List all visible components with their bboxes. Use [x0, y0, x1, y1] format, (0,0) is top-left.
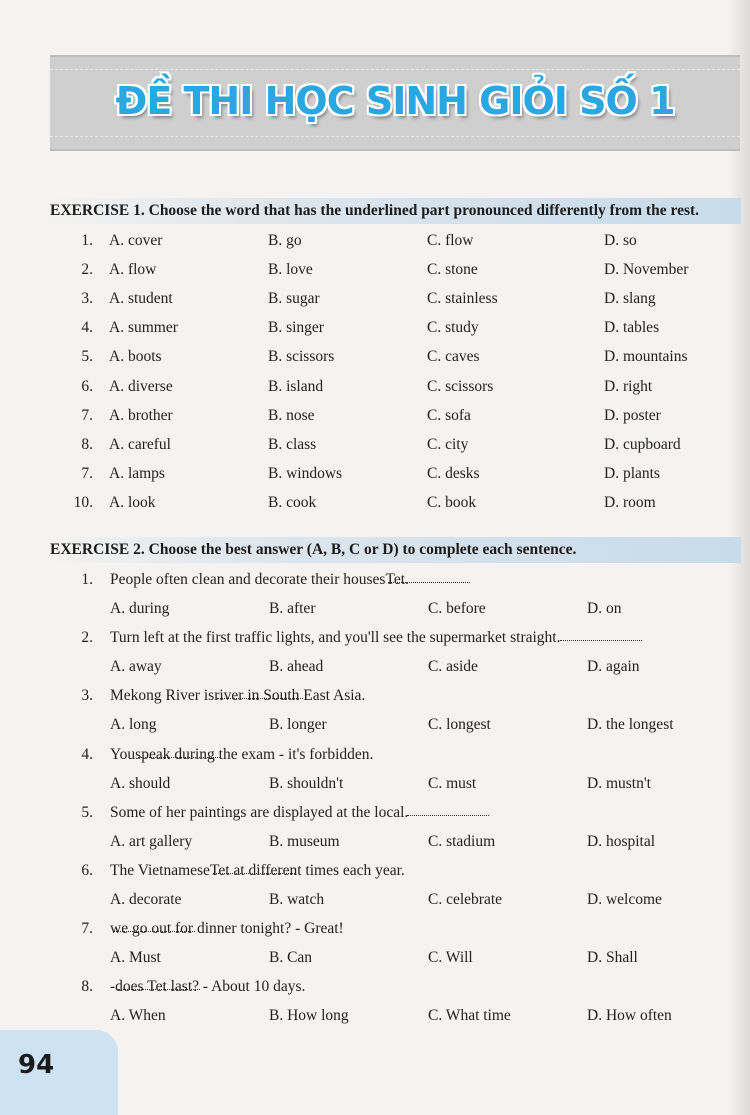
option-a: A. brother	[109, 406, 173, 424]
answer-blank	[217, 685, 303, 699]
page-title: ĐỀ THI HỌC SINH GIỎI SỐ 1	[115, 79, 675, 123]
question-number: 1.	[81, 232, 93, 249]
option-d: D. mountains	[604, 348, 688, 366]
option-b: B. nose	[268, 406, 315, 424]
question-text	[110, 918, 344, 940]
question-stem	[0, 744, 750, 770]
option-b: B. after	[269, 600, 316, 617]
question-text	[110, 627, 560, 649]
text-before-blank: Turn left at the first traffic lights, and you'll see the supermarket straight	[110, 629, 557, 647]
question-stem	[0, 802, 750, 828]
question-text	[110, 685, 365, 707]
question-row	[0, 463, 750, 489]
text-before-blank: -	[110, 978, 116, 996]
option-d: D. room	[604, 493, 656, 511]
option-d: D. again	[587, 658, 640, 676]
option-b: B. cook	[268, 493, 317, 511]
exercise-1-heading: EXERCISE 1. Choose the word that has the underlined part pronounced differently from the rest.	[47, 198, 741, 224]
question-number: 6.	[81, 862, 93, 879]
option-c: C. stainless	[427, 290, 498, 308]
answer-blank	[138, 744, 220, 758]
question-number: 8.	[81, 435, 93, 453]
question-text	[110, 744, 373, 766]
question-number: 7.	[81, 920, 93, 938]
option-a: A. lamps	[109, 464, 165, 482]
text-before-blank: Some of her paintings are displayed at the local	[110, 803, 405, 821]
option-c: C. flow	[427, 232, 474, 249]
option-d: D. mustn't	[587, 774, 651, 792]
options-row	[0, 1005, 750, 1031]
text-after-blank: Tet.	[385, 571, 409, 588]
question-row	[0, 317, 750, 343]
option-b: B. windows	[268, 464, 343, 482]
question-row	[0, 346, 750, 372]
option-a: A. summer	[109, 319, 178, 337]
question-number: 1.	[81, 571, 93, 588]
options-row	[0, 773, 750, 799]
option-c: C. aside	[428, 658, 478, 676]
option-a: A. look	[109, 493, 156, 511]
option-b: B. go	[268, 232, 302, 249]
option-a: A. cover	[109, 232, 163, 249]
option-c: C. scissors	[427, 377, 494, 395]
option-a: A. boots	[109, 348, 162, 366]
option-c: C. What time	[428, 1007, 511, 1025]
option-c: C. longest	[428, 716, 491, 734]
option-d: D. poster	[604, 406, 661, 424]
option-c: C. Will	[428, 949, 473, 967]
question-number: 5.	[81, 348, 93, 366]
option-d: D. How often	[587, 1007, 672, 1025]
option-d: D. right	[604, 377, 653, 395]
question-number: 8.	[81, 978, 93, 996]
option-d: D. so	[604, 232, 637, 249]
option-b: B. How long	[269, 1007, 349, 1025]
option-b: B. ahead	[269, 658, 324, 676]
page-number-tab	[0, 1030, 118, 1115]
option-a: A. flow	[109, 261, 157, 279]
options-row	[0, 947, 750, 973]
option-b: B. singer	[268, 319, 324, 337]
option-b: B. watch	[269, 891, 325, 908]
text-before-blank: You	[110, 745, 136, 763]
answer-blank	[407, 802, 489, 816]
option-c: C. book	[427, 493, 477, 511]
question-number: 6.	[81, 377, 93, 395]
option-a: A. diverse	[109, 377, 173, 395]
text-before-blank: People often clean and decorate their houses	[110, 571, 386, 588]
option-a: A. decorate	[110, 891, 182, 908]
option-b: B. Can	[269, 949, 313, 967]
option-c: C. before	[428, 600, 486, 617]
text-after-blank: Tet at different times each year.	[209, 862, 405, 879]
option-d: D. the longest	[587, 716, 674, 734]
question-number: 3.	[81, 687, 93, 705]
text-after-blank: we go out for dinner tonight? - Great!	[110, 920, 344, 938]
question-stem	[0, 860, 750, 886]
answer-blank	[388, 569, 470, 583]
text-before-blank: The Vietnamese	[110, 862, 210, 879]
question-number: 4.	[81, 745, 93, 763]
question-number: 4.	[81, 319, 93, 337]
option-c: C. stadium	[428, 832, 496, 850]
option-a: A. careful	[109, 435, 171, 453]
text-after-blank: river in South East Asia.	[214, 687, 366, 705]
option-d: D. cupboard	[604, 435, 681, 453]
text-after-blank: does Tet last? - About 10 days.	[115, 978, 306, 996]
question-number: 2.	[81, 261, 93, 279]
option-b: B. longer	[269, 716, 327, 734]
answer-blank	[560, 627, 642, 641]
question-text	[110, 569, 409, 591]
options-row	[0, 889, 750, 915]
question-row	[0, 230, 750, 256]
question-row	[0, 288, 750, 314]
question-number: 10.	[73, 493, 93, 511]
option-d: D. plants	[604, 464, 660, 482]
option-a: A. should	[110, 774, 171, 792]
option-a: A. away	[110, 658, 162, 676]
option-c: C. must	[428, 774, 477, 792]
question-row	[0, 434, 750, 460]
option-d: D. slang	[604, 290, 656, 308]
option-c: C. city	[427, 435, 469, 453]
option-c: C. study	[427, 319, 479, 337]
question-row	[0, 492, 750, 518]
options-row	[0, 598, 750, 624]
text-after-blank: .	[404, 803, 409, 821]
option-b: B. scissors	[268, 348, 335, 366]
text-after-blank: .	[556, 629, 561, 647]
question-stem	[0, 918, 750, 944]
option-d: D. welcome	[587, 891, 662, 908]
text-after-blank: speak during the exam - it's forbidden.	[135, 745, 374, 763]
option-d: D. November	[604, 261, 689, 279]
option-c: C. caves	[427, 348, 480, 366]
option-c: C. sofa	[427, 406, 471, 424]
option-c: C. celebrate	[428, 891, 503, 908]
question-text	[110, 860, 405, 882]
options-row	[0, 656, 750, 682]
option-b: B. shouldn't	[269, 774, 344, 792]
question-stem	[0, 569, 750, 595]
question-stem	[0, 685, 750, 711]
option-a: A. Must	[110, 949, 161, 967]
question-row	[0, 405, 750, 431]
option-a: A. long	[110, 716, 157, 734]
options-row	[0, 714, 750, 740]
option-d: D. Shall	[587, 949, 638, 967]
answer-blank	[118, 976, 200, 990]
option-c: C. stone	[427, 261, 478, 279]
text-before-blank: Mekong River is	[110, 687, 215, 705]
title-banner	[50, 55, 740, 151]
question-text	[110, 976, 305, 998]
question-stem	[0, 627, 750, 653]
question-number: 3.	[81, 290, 93, 308]
option-d: D. tables	[604, 319, 660, 337]
question-number: 2.	[81, 629, 93, 647]
exercise-2-heading: EXERCISE 2. Choose the best answer (A, B, C or D) to complete each sentence.	[47, 537, 741, 563]
options-row	[0, 831, 750, 857]
option-a: A. art gallery	[110, 832, 193, 850]
option-d: D. hospital	[587, 832, 656, 850]
page-number: 94	[18, 1050, 55, 1080]
option-b: B. island	[268, 377, 324, 395]
question-number: 7.	[81, 406, 93, 424]
answer-blank	[213, 860, 295, 874]
answer-blank	[113, 918, 195, 932]
option-c: C. desks	[427, 464, 480, 482]
option-a: A. When	[110, 1007, 166, 1025]
option-b: B. love	[268, 261, 313, 279]
option-b: B. sugar	[268, 290, 320, 308]
question-number: 7.	[81, 464, 93, 482]
question-stem	[0, 976, 750, 1002]
question-row	[0, 259, 750, 285]
option-a: A. student	[109, 290, 173, 308]
question-text	[110, 802, 408, 824]
question-number: 5.	[81, 803, 93, 821]
option-a: A. during	[110, 600, 170, 617]
option-b: B. museum	[269, 832, 340, 850]
option-b: B. class	[268, 435, 317, 453]
question-row	[0, 376, 750, 402]
option-d: D. on	[587, 600, 622, 617]
